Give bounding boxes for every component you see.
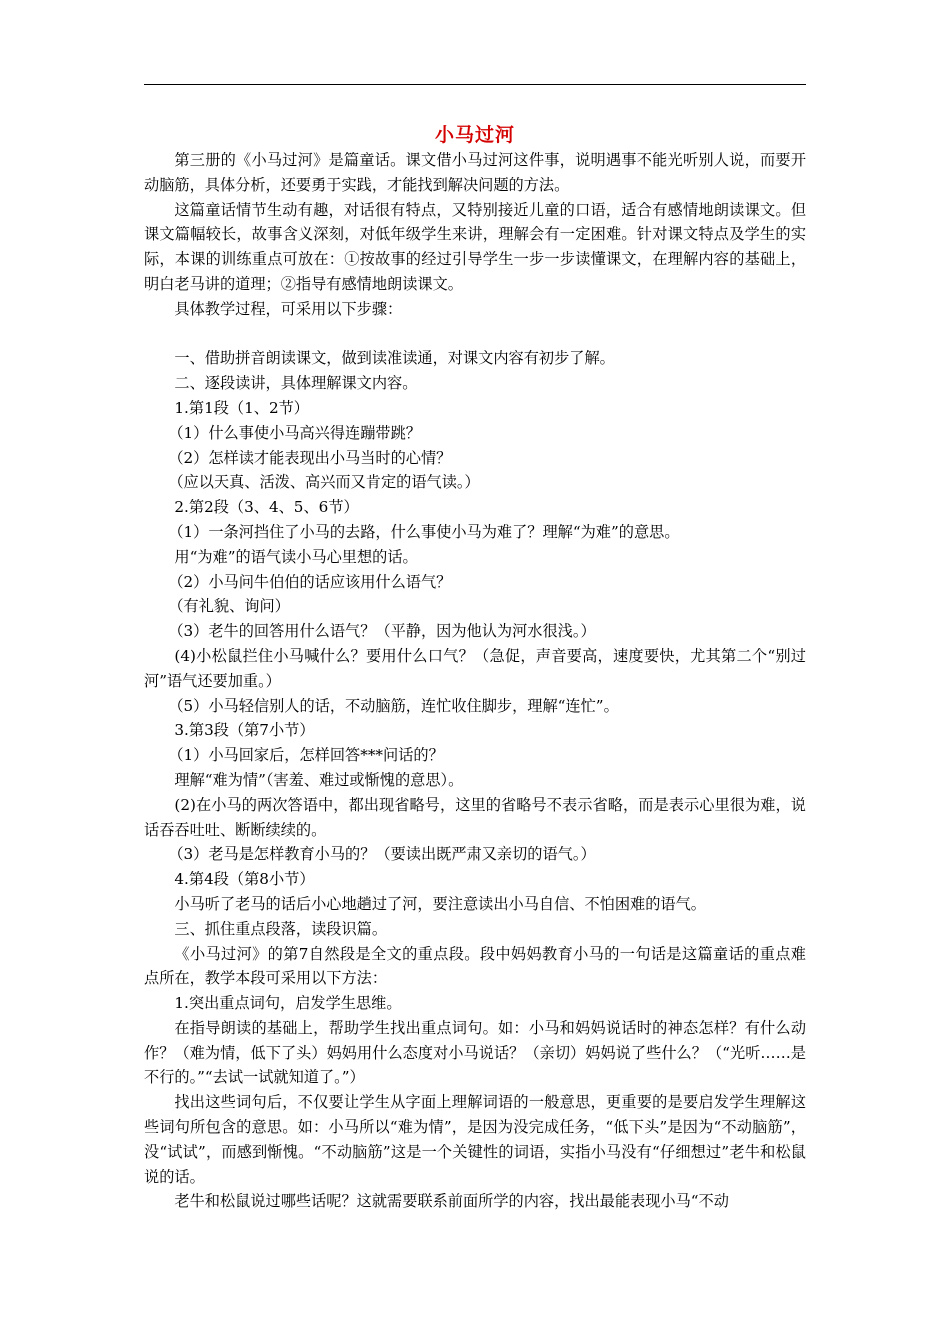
paragraph: 老牛和松鼠说过哪些话呢？这就需要联系前面所学的内容，找出最能表现小马“不动 bbox=[174, 1192, 729, 1211]
paragraph: （2）小马问牛伯伯的话应该用什么语气？ bbox=[168, 572, 452, 591]
paragraph: 找出这些词句后，不仅要让学生从字面上理解词语的一般意思，更重要的是要启发学生理解这些词句所包含的意思。如：小马所以“难为情”，是因为没完成任务，“低下头”是因为“不动脑筋”，没“试试”，而感到惭愧。“不动脑筋”这是一个关键性的词语，实指小马没有“仔细想过”老牛和松鼠说的话。 bbox=[144, 1093, 806, 1186]
paragraph: 具体教学过程，可采用以下步骤： bbox=[174, 299, 403, 318]
paragraph: （有礼貌、询问） bbox=[168, 597, 290, 616]
paragraph: (4)小松鼠拦住小马喊什么？要用什么口气？（急促，声音要高，速度要快，尤其第二个“别过河”语气还要加重。） bbox=[144, 646, 806, 690]
paragraph: 1.第1段（1、2节） bbox=[174, 398, 309, 417]
paragraph: 3.第3段（第7小节） bbox=[174, 721, 315, 740]
paragraph-list bbox=[144, 148, 806, 1214]
paragraph: （应以天真、活泼、高兴而又肯定的语气读。） bbox=[168, 473, 480, 492]
document-title: 小马过河 bbox=[434, 124, 515, 146]
paragraph: （1）小马回家后，怎样回答***问话的？ bbox=[168, 746, 444, 765]
paragraph: （3）老马是怎样教育小马的？（要读出既严肃又亲切的语气。） bbox=[168, 845, 596, 864]
paragraph: 2.第2段（3、4、5、6节） bbox=[174, 498, 359, 517]
paragraph: 《小马过河》的第7自然段是全文的重点段。段中妈妈教育小马的一句话是这篇童话的重点难点所在，教学本段可采用以下方法： bbox=[144, 944, 806, 988]
document-body bbox=[144, 122, 806, 1214]
paragraph: 二、逐段读讲，具体理解课文内容。 bbox=[174, 374, 418, 393]
header-rule bbox=[144, 84, 806, 85]
paragraph: （2）怎样读才能表现出小马当时的心情？ bbox=[168, 448, 452, 467]
paragraph: 4.第4段（第8小节） bbox=[174, 870, 315, 889]
blank-line bbox=[144, 322, 806, 347]
paragraph: 在指导朗读的基础上，帮助学生找出重点词句。如：小马和妈妈说话时的神态怎样？有什么动作？（难为情，低下了头）妈妈用什么态度对小马说话？（亲切）妈妈说了些什么？（“光听……是不行的。”“去试一试就知道了。”） bbox=[144, 1018, 806, 1087]
paragraph: （1）什么事使小马高兴得连蹦带跳？ bbox=[168, 423, 421, 442]
paragraph: 小马听了老马的话后小心地趟过了河，要注意读出小马自信、不怕困难的语气。 bbox=[174, 894, 706, 913]
paragraph: 1.突出重点词句，启发学生思维。 bbox=[174, 994, 402, 1013]
paragraph: 理解“难为情”（害羞、难过或惭愧的意思）。 bbox=[174, 770, 464, 789]
paragraph: （3）老牛的回答用什么语气？（平静，因为他认为河水很浅。） bbox=[168, 622, 596, 641]
paragraph: 用“为难”的语气读小马心里想的话。 bbox=[174, 547, 418, 566]
paragraph: 第三册的《小马过河》是篇童话。课文借小马过河这件事，说明遇事不能光听别人说，而要开动脑筋，具体分析，还要勇于实践，才能找到解决问题的方法。 bbox=[144, 151, 806, 194]
paragraph: (2)在小马的两次答语中，都出现省略号，这里的省略号不表示省略，而是表示心里很为难，说话吞吞吐吐、断断续续的。 bbox=[144, 795, 806, 839]
paragraph: 一、借助拼音朗读课文，做到读准读通，对课文内容有初步了解。 bbox=[174, 349, 615, 368]
paragraph: （5）小马轻信别人的话，不动脑筋，连忙收住脚步，理解“连忙”。 bbox=[168, 696, 619, 715]
paragraph: 三、抓住重点段落，读段识篇。 bbox=[174, 919, 388, 938]
paragraph: 这篇童话情节生动有趣，对话很有特点，又特别接近儿童的口语，适合有感情地朗读课文。但课文篇幅较长，故事含义深刻，对低年级学生来讲，理解会有一定困难。针对课文特点及学生的实际，本课的训练重点可放在：①按故事的经过引导学生一步一步读懂课文，在理解内容的基础上，明白老马讲的道理；②指导有感情地朗读课文。 bbox=[144, 200, 806, 293]
paragraph: （1）一条河挡住了小马的去路，什么事使小马为难了？理解“为难”的意思。 bbox=[168, 522, 680, 541]
